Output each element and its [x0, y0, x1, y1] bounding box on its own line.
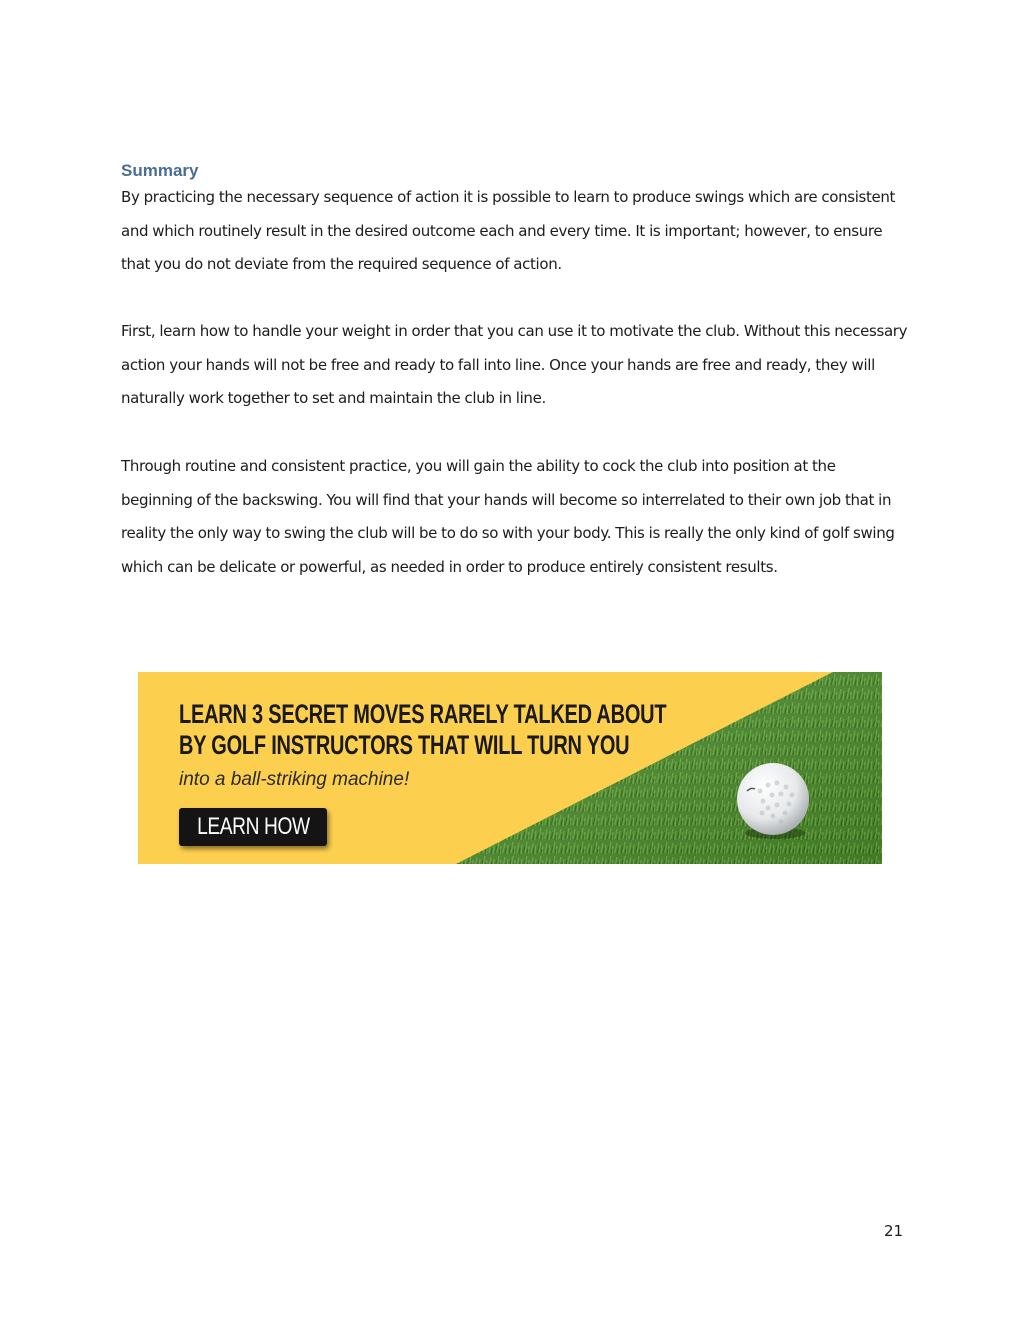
paragraph-3: Through routine and consistent practice, you will gain the ability to cock the club into position at the beginning of the backswing. You will find that your hands will become so interrelated to their own job that in reality the only way to swing the club will be to do so with your body. This is really the only kind of golf swing which can be delicate or powerful, as needed in order to produce entirely consistent results.: [121, 457, 895, 577]
paragraph-2: First, learn how to handle your weight in order that you can use it to motivate the club. Without this necessary action your hands will not be free and ready to fall into line. Once your hands are free and ready, they will naturally work together to set and maintain the club in line.: [121, 322, 908, 408]
golf-ball-icon: [735, 761, 815, 841]
banner-headline: [179, 699, 666, 761]
golf-promo-banner[interactable]: [138, 672, 882, 864]
banner-headline-line-1: LEARN 3 SECRET MOVES RARELY TALKED ABOUT: [179, 699, 667, 729]
banner-headline-line-2: BY GOLF INSTRUCTORS THAT WILL TURN YOU: [179, 730, 630, 760]
learn-how-button[interactable]: [179, 808, 327, 846]
paragraph-1: By practicing the necessary sequence of action it is possible to learn to produce swings which are consistent and which routinely result in the desired outcome each and every time. It is important; however, to ensure that you do not deviate from the required sequence of action.: [121, 188, 896, 274]
section-heading: Summary: [121, 161, 199, 180]
learn-how-label: LEARN HOW: [196, 813, 310, 840]
page-number: 21: [884, 1222, 904, 1240]
banner-subline: into a ball-striking machine!: [179, 769, 410, 790]
